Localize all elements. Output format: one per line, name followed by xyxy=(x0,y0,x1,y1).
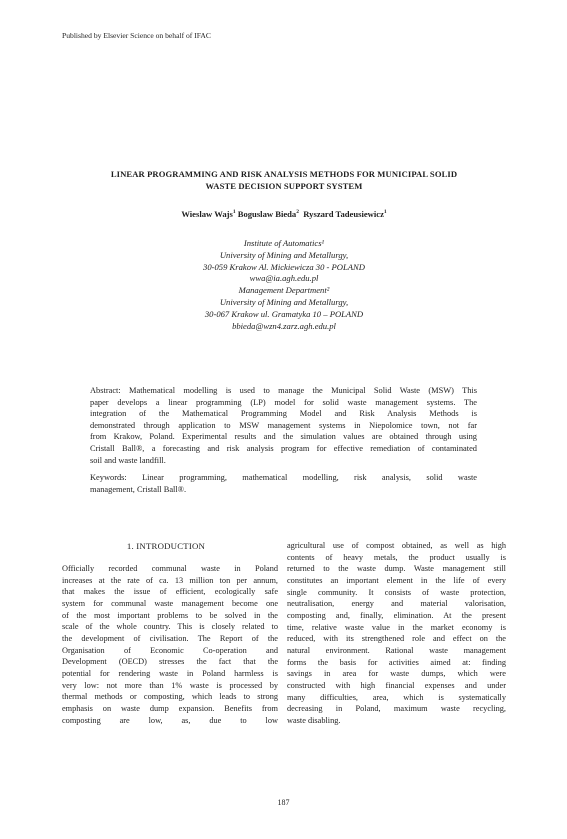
right-column xyxy=(287,540,506,727)
body-line: many difficulties, area, which is systematically xyxy=(287,692,506,702)
body-line: the development of civilisation. The Report of the xyxy=(62,633,278,643)
affiliation-line: Institute of Automatics¹ xyxy=(243,238,325,248)
body-line: composting are low, as, due to low xyxy=(62,715,278,725)
title-line: WASTE DECISION SUPPORT SYSTEM xyxy=(205,181,363,191)
body-line: returned to the waste dump. Waste management still xyxy=(287,564,506,574)
author-name: Wieslaw Wajs xyxy=(181,209,233,219)
body-line: reduced, with its strengthened role and effect on the xyxy=(287,634,506,644)
body-line: that makes the issue of efficient, ecologically safe xyxy=(62,587,278,597)
abstract-line: from Krakow, Poland. Experimental results and the simulation values are obtained through using xyxy=(90,432,477,442)
abstract-line: soil and waste landfill. xyxy=(90,455,166,465)
abstract-line: demonstrated through application to MSW management systems in Niepolomice town, not far xyxy=(90,420,477,430)
affiliation-email: bbieda@wzn4.zarz.agh.edu.pl xyxy=(232,320,336,331)
body-line: emphasis on waste dump expansion. Benefits from xyxy=(62,703,278,713)
body-line: neutralisation, energy and material valorisation, xyxy=(287,599,506,609)
body-line: constitutes an important element in the life of every xyxy=(287,575,506,585)
paper-title xyxy=(62,168,506,192)
author-affiliation-mark: 1 xyxy=(232,209,236,216)
body-line: contents of heavy metals, the product usually is xyxy=(287,552,506,562)
body-line: system for communal waste management become one xyxy=(62,598,278,608)
abstract xyxy=(90,385,477,466)
body-line: single community. It consists of waste protection, xyxy=(287,587,506,597)
affiliation-line: Management Department² xyxy=(238,285,330,296)
body-line: Development (OECD) stresses the fact that the xyxy=(62,657,278,667)
body-line: Organisation of Economic Co-operation and xyxy=(62,645,278,655)
body-line: time, relative waste value in the market economy is xyxy=(287,622,506,632)
abstract-line: Abstract: Mathematical modelling is used to manage the Municipal Solid Waste (MSW) This xyxy=(90,386,477,395)
abstract-line: paper develops a linear programming (LP) model for solid waste management systems. The xyxy=(90,397,477,407)
body-line: thermal methods or composting, which leads to strong xyxy=(62,692,278,702)
body-line: agricultural use of compost obtained, as well as high xyxy=(287,541,506,550)
body-line: of the most important problems to be solved in the xyxy=(62,610,278,620)
keywords xyxy=(90,472,477,495)
affiliation-line: University of Mining and Metallurgy, xyxy=(219,249,349,260)
publisher-line: Published by Elsevier Science on behalf of IFAC xyxy=(62,31,211,40)
body-line: composting and, finally, elimination. At the present xyxy=(287,610,506,620)
body-line: savings in area for waste dumps, which were xyxy=(287,669,506,679)
author-name: Boguslaw Bieda xyxy=(237,209,297,219)
body-line: constructed with high financial expenses and under xyxy=(287,680,506,690)
body-line: Officially recorded communal waste in Poland xyxy=(62,564,278,573)
affiliation-line: 30-067 Krakow ul. Gramatyka 10 – POLAND xyxy=(204,308,364,319)
body-line: very low: not more than 1% waste is processed by xyxy=(62,680,278,690)
affiliation-email: wwa@ia.agh.edu.pl xyxy=(249,273,319,284)
body-line: potential for rendering waste in Poland harmless is xyxy=(62,668,278,678)
keywords-line: Keywords: Linear programming, mathematical modelling, risk analysis, solid waste xyxy=(90,473,477,482)
title-line: LINEAR PROGRAMMING AND RISK ANALYSIS METHODS FOR MUNICIPAL SOLID xyxy=(110,169,458,179)
affiliation-line: University of Mining and Metallurgy, xyxy=(219,296,349,307)
abstract-line: integration of the Mathematical Programming Model and Risk Analysis Methods is xyxy=(90,409,477,419)
body-line: waste disabling. xyxy=(287,715,341,725)
section-heading: 1. INTRODUCTION xyxy=(126,541,206,551)
abstract-line: Cristall Ball®, a forecasting and risk analysis program for effective remediation of contaminated xyxy=(90,443,477,453)
body-line: scale of the whole country. This is closely related to xyxy=(62,622,278,632)
body-line: natural environment. Rational waste management xyxy=(287,645,506,655)
keywords-line: management, Cristall Ball®. xyxy=(90,484,187,494)
affiliation-line: 30-059 Krakow Al. Mickiewicza 30 - POLAND xyxy=(203,261,365,272)
body-line: increases at the rate of ca. 13 million ton per annum, xyxy=(62,575,278,585)
body-line: forms the basis for activities aimed at: finding xyxy=(287,657,506,667)
affiliations xyxy=(62,238,506,332)
author-affiliation-mark: 1 xyxy=(383,209,387,216)
page-number: 187 xyxy=(277,798,290,807)
left-column xyxy=(62,563,278,726)
author-affiliation-mark: 2 xyxy=(296,209,299,216)
author-name: Ryszard Tadeusiewicz xyxy=(303,209,384,219)
author-list xyxy=(62,209,506,219)
body-line: decreasing in Poland, maximum waste recycling, xyxy=(287,704,506,714)
